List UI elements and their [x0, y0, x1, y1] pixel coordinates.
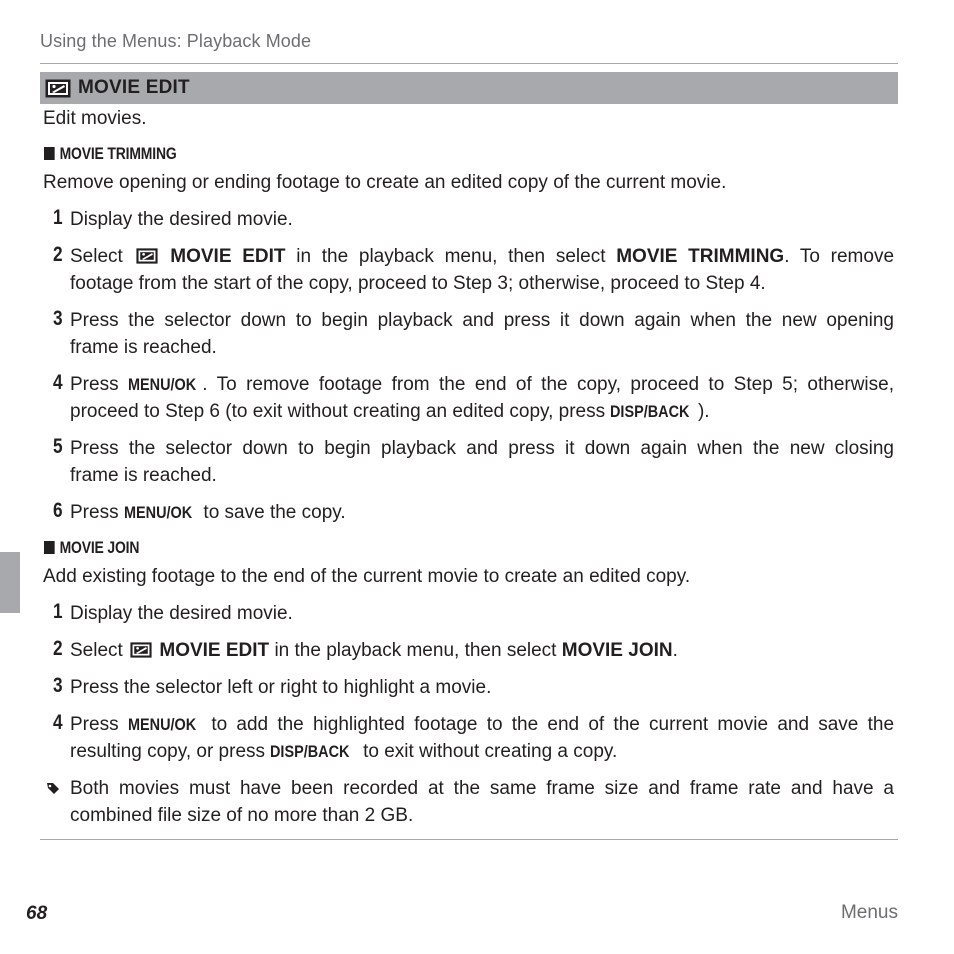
- step-text: Press the selector down to begin playback and press it down again when the new opening: [70, 310, 894, 331]
- chapter-tab: [0, 552, 20, 613]
- section-banner: [40, 72, 898, 104]
- step-number: 1: [53, 600, 63, 623]
- step-text-continued: frame is reached.: [70, 337, 217, 358]
- step-text: Press MENU/OK . To remove footage from the end of the copy, proceed to Step 5; otherwise,: [70, 371, 894, 398]
- heading-text: MOVIE JOIN: [59, 538, 140, 557]
- footer-section-label: Menus: [840, 902, 898, 923]
- step-number: 2: [53, 243, 63, 266]
- square-bullet-icon: [44, 147, 55, 160]
- movie-edit-icon: [45, 79, 71, 98]
- step-text-continued: proceed to Step 6 (to exit without creating an edited copy, press DISP/BACK ).: [70, 398, 710, 425]
- movie-edit-icon: [130, 641, 152, 659]
- step-text-continued: footage from the start of the copy, proceed to Step 3; otherwise, proceed to Step 4.: [70, 273, 766, 294]
- note-text: Both movies must have been recorded at the same frame size and frame rate and have a: [70, 778, 894, 799]
- trimming-description: Remove opening or ending footage to create an edited copy of the current movie.: [43, 172, 727, 193]
- step-number: 3: [53, 674, 63, 697]
- page-number: 68: [26, 903, 48, 924]
- section-title: MOVIE EDIT: [78, 77, 190, 98]
- step-text: Press the selector down to begin playback and press it down again when the new closing: [70, 438, 894, 459]
- heading-text: MOVIE TRIMMING: [59, 144, 177, 163]
- section-intro: Edit movies.: [43, 108, 147, 129]
- step-text: Select MOVIE EDIT in the playback menu, then select MOVIE JOIN.: [70, 640, 678, 661]
- step-number: 4: [53, 711, 63, 734]
- disp-back-button-label: DISP/BACK: [610, 402, 690, 421]
- step-number: 3: [53, 307, 63, 330]
- note-text-continued: combined file size of no more than 2 GB.: [70, 805, 414, 826]
- step-text: Display the desired movie.: [70, 603, 293, 624]
- subsection-heading-join: [44, 538, 139, 558]
- step-number: 6: [53, 499, 63, 522]
- note-pencil-icon: [45, 780, 61, 796]
- running-header: Using the Menus: Playback Mode: [40, 31, 312, 51]
- step-text-continued: frame is reached.: [70, 465, 217, 486]
- menu-ok-button-label: MENU/OK: [123, 503, 193, 522]
- menu-ok-button-label: MENU/OK: [127, 375, 197, 394]
- menu-ok-button-label: MENU/OK: [127, 715, 197, 734]
- step-text: Display the desired movie.: [70, 209, 293, 230]
- header-divider: [40, 63, 898, 64]
- step-text: Select MOVIE EDIT in the playback menu, then select MOVIE TRIMMING. To remove: [70, 246, 895, 267]
- step-number: 4: [53, 371, 63, 394]
- step-text: Press MENU/OK to add the highlighted footage to the end of the current movie and save the: [70, 711, 894, 738]
- footer-divider: [40, 839, 898, 840]
- disp-back-button-label: DISP/BACK: [270, 742, 350, 761]
- step-text: Press MENU/OK to save the copy.: [70, 499, 346, 526]
- step-text: Press the selector left or right to highlight a movie.: [70, 677, 492, 698]
- subsection-heading-trimming: [44, 144, 177, 164]
- movie-edit-icon: [136, 247, 158, 265]
- square-bullet-icon: [44, 541, 55, 554]
- step-number: 5: [53, 435, 63, 458]
- step-number: 2: [53, 637, 63, 660]
- step-number: 1: [53, 206, 63, 229]
- step-text-continued: resulting copy, or press DISP/BACK to exit without creating a copy.: [70, 738, 617, 765]
- join-description: Add existing footage to the end of the current movie to create an edited copy.: [43, 566, 691, 587]
